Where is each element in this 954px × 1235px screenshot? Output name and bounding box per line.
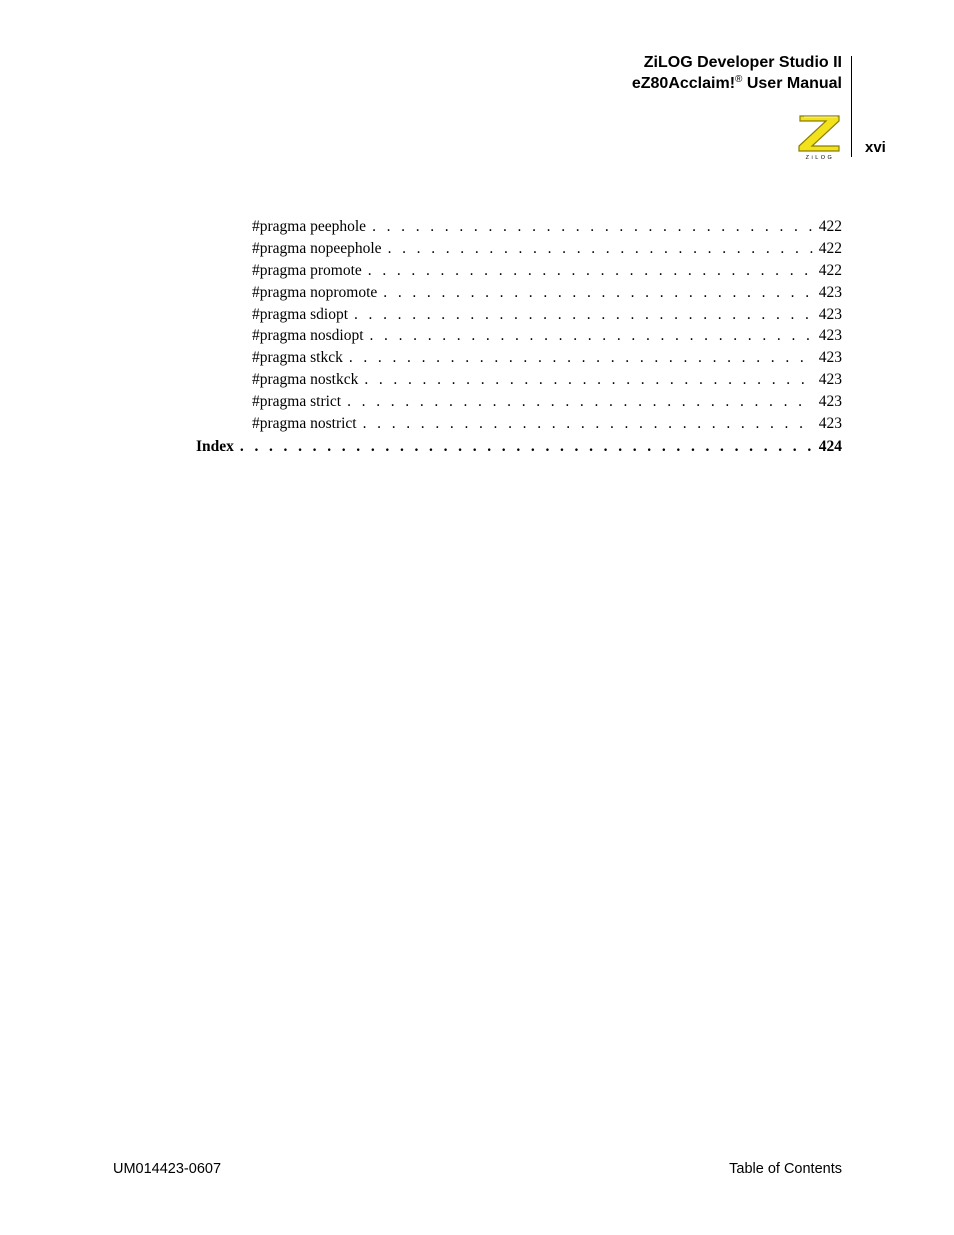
- toc-entry-label: #pragma nopeephole: [252, 239, 382, 257]
- toc-entry[interactable]: [196, 349, 842, 371]
- dot-leader: [372, 218, 813, 236]
- header-product-title: ZiLOG Developer Studio II: [643, 54, 842, 71]
- running-header: [632, 52, 842, 94]
- toc-entry-page: 422: [818, 261, 842, 279]
- toc-entry-label: #pragma nostkck: [252, 371, 359, 389]
- footer-section-title: Table of Contents: [729, 1161, 842, 1177]
- dot-leader: [347, 393, 813, 411]
- toc-entry[interactable]: [196, 327, 842, 349]
- dot-leader: [354, 306, 813, 324]
- table-of-contents: [196, 218, 842, 462]
- dot-leader: [363, 415, 813, 433]
- toc-entry-page: 423: [818, 371, 842, 389]
- footer-document-id: UM014423-0607: [113, 1161, 222, 1177]
- dot-leader: [388, 240, 813, 258]
- toc-entry-page: 422: [818, 218, 842, 235]
- toc-entry[interactable]: [196, 393, 842, 415]
- toc-entry-page: 423: [818, 305, 842, 323]
- toc-entry-page: 424: [818, 437, 842, 455]
- header-manual-title: eZ80Acclaim!® User Manual: [631, 74, 842, 92]
- zilog-logo: [795, 113, 845, 161]
- toc-entry-label: #pragma nostrict: [252, 415, 357, 433]
- toc-entry[interactable]: [196, 218, 842, 240]
- toc-entry-label: Index: [196, 437, 234, 455]
- toc-entry[interactable]: [196, 306, 842, 328]
- toc-entry-label: #pragma strict: [252, 393, 342, 411]
- toc-entry-index[interactable]: [196, 438, 842, 462]
- toc-entry-label: #pragma nopromote: [252, 283, 378, 301]
- dot-leader: [349, 349, 813, 367]
- toc-entry-label: #pragma nosdiopt: [252, 327, 364, 345]
- toc-entry[interactable]: [196, 262, 842, 284]
- toc-entry-label: #pragma peephole: [252, 218, 367, 235]
- toc-entry-page: 423: [818, 393, 842, 411]
- toc-entry-page: 422: [818, 239, 842, 257]
- dot-leader: [370, 327, 813, 345]
- toc-entry[interactable]: [196, 240, 842, 262]
- toc-entry-page: 423: [818, 415, 842, 433]
- dot-leader: [240, 438, 813, 456]
- toc-entry-label: #pragma sdiopt: [252, 305, 348, 323]
- dot-leader: [368, 262, 813, 280]
- dot-leader: [383, 284, 812, 302]
- logo-wordmark: ZiLOG: [805, 155, 835, 161]
- page-number: xvi: [865, 139, 886, 156]
- dot-leader: [364, 371, 812, 389]
- toc-entry[interactable]: [196, 371, 842, 393]
- toc-entry[interactable]: [196, 415, 842, 437]
- toc-entry-label: #pragma promote: [252, 261, 362, 279]
- toc-entry-page: 423: [818, 327, 842, 345]
- header-divider: [851, 56, 852, 157]
- toc-entry-label: #pragma stkck: [252, 349, 343, 367]
- toc-entry[interactable]: [196, 284, 842, 306]
- toc-entry-page: 423: [818, 349, 842, 367]
- toc-entry-page: 423: [818, 283, 842, 301]
